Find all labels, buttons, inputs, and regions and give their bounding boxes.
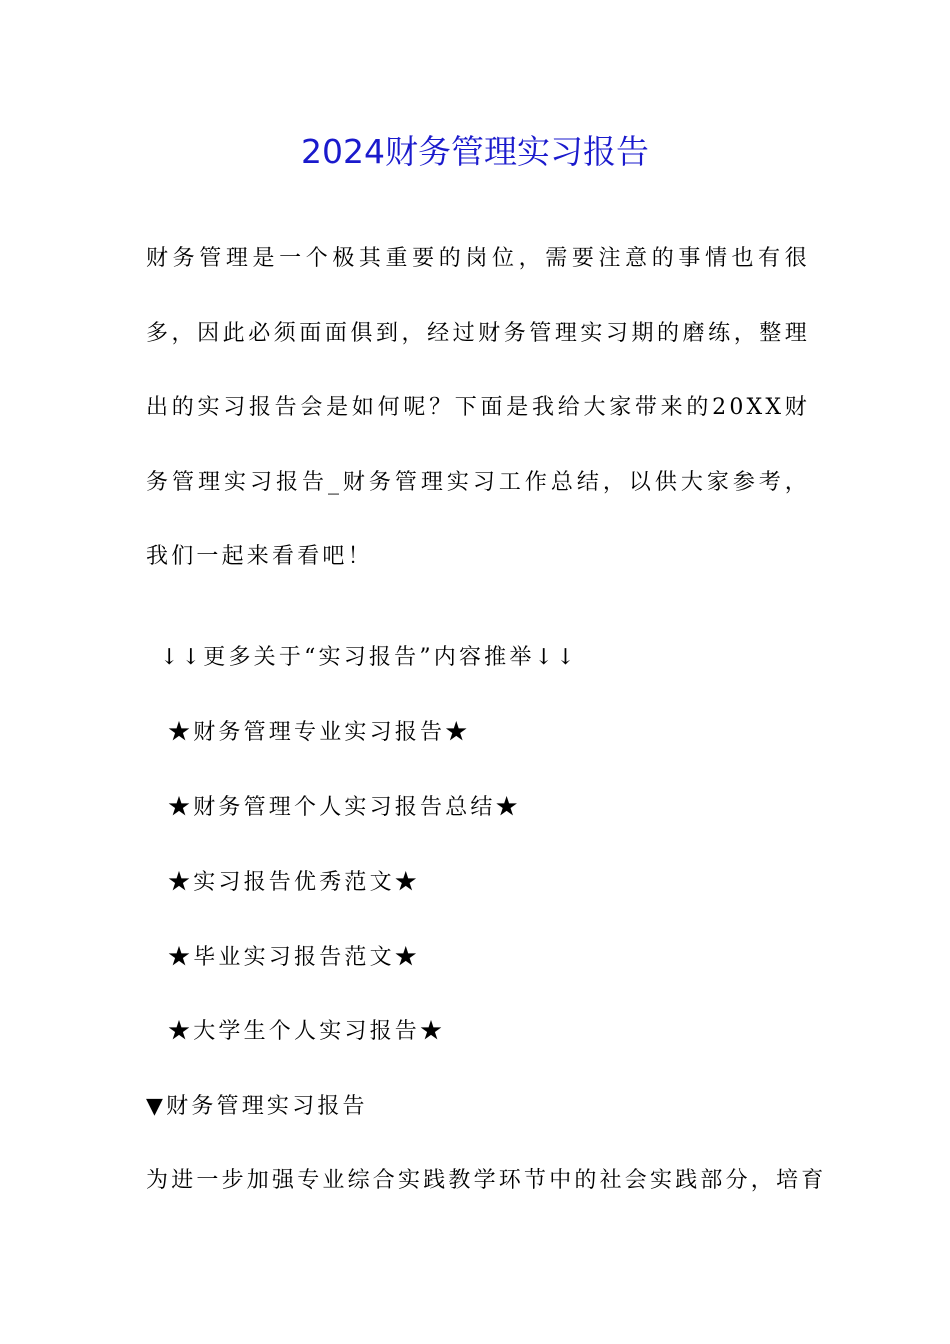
intro-paragraph: 财务管理是一个极其重要的岗位，需要注意的事情也有很多，因此必须面面俱到，经过财务管理实习期的磨练，整理出的实习报告会是如何呢？下面是我给大家带来的20XX财务管理实习报告_财务管理实习工作总结，以供大家参考，我们一起来看看吧！ xyxy=(146,246,810,569)
recommend-link-3[interactable]: ★实习报告优秀范文★ xyxy=(168,870,421,895)
section-heading: ▼财务管理实习报告 xyxy=(146,1094,368,1119)
recommend-link-4[interactable]: ★毕业实习报告范文★ xyxy=(168,945,421,970)
document-title: 2024财务管理实习报告 xyxy=(301,132,649,171)
recommend-link-2[interactable]: ★财务管理个人实习报告总结★ xyxy=(168,795,521,820)
recommend-link-1[interactable]: ★财务管理专业实习报告★ xyxy=(168,720,471,745)
recommend-link-5[interactable]: ★大学生个人实习报告★ xyxy=(168,1019,446,1044)
section-paragraph-start: 为进一步加强专业综合实践教学环节中的社会实践部分，培育 xyxy=(146,1168,827,1193)
recommend-header: ↓↓更多关于“实习报告”内容推举↓↓ xyxy=(160,645,578,670)
